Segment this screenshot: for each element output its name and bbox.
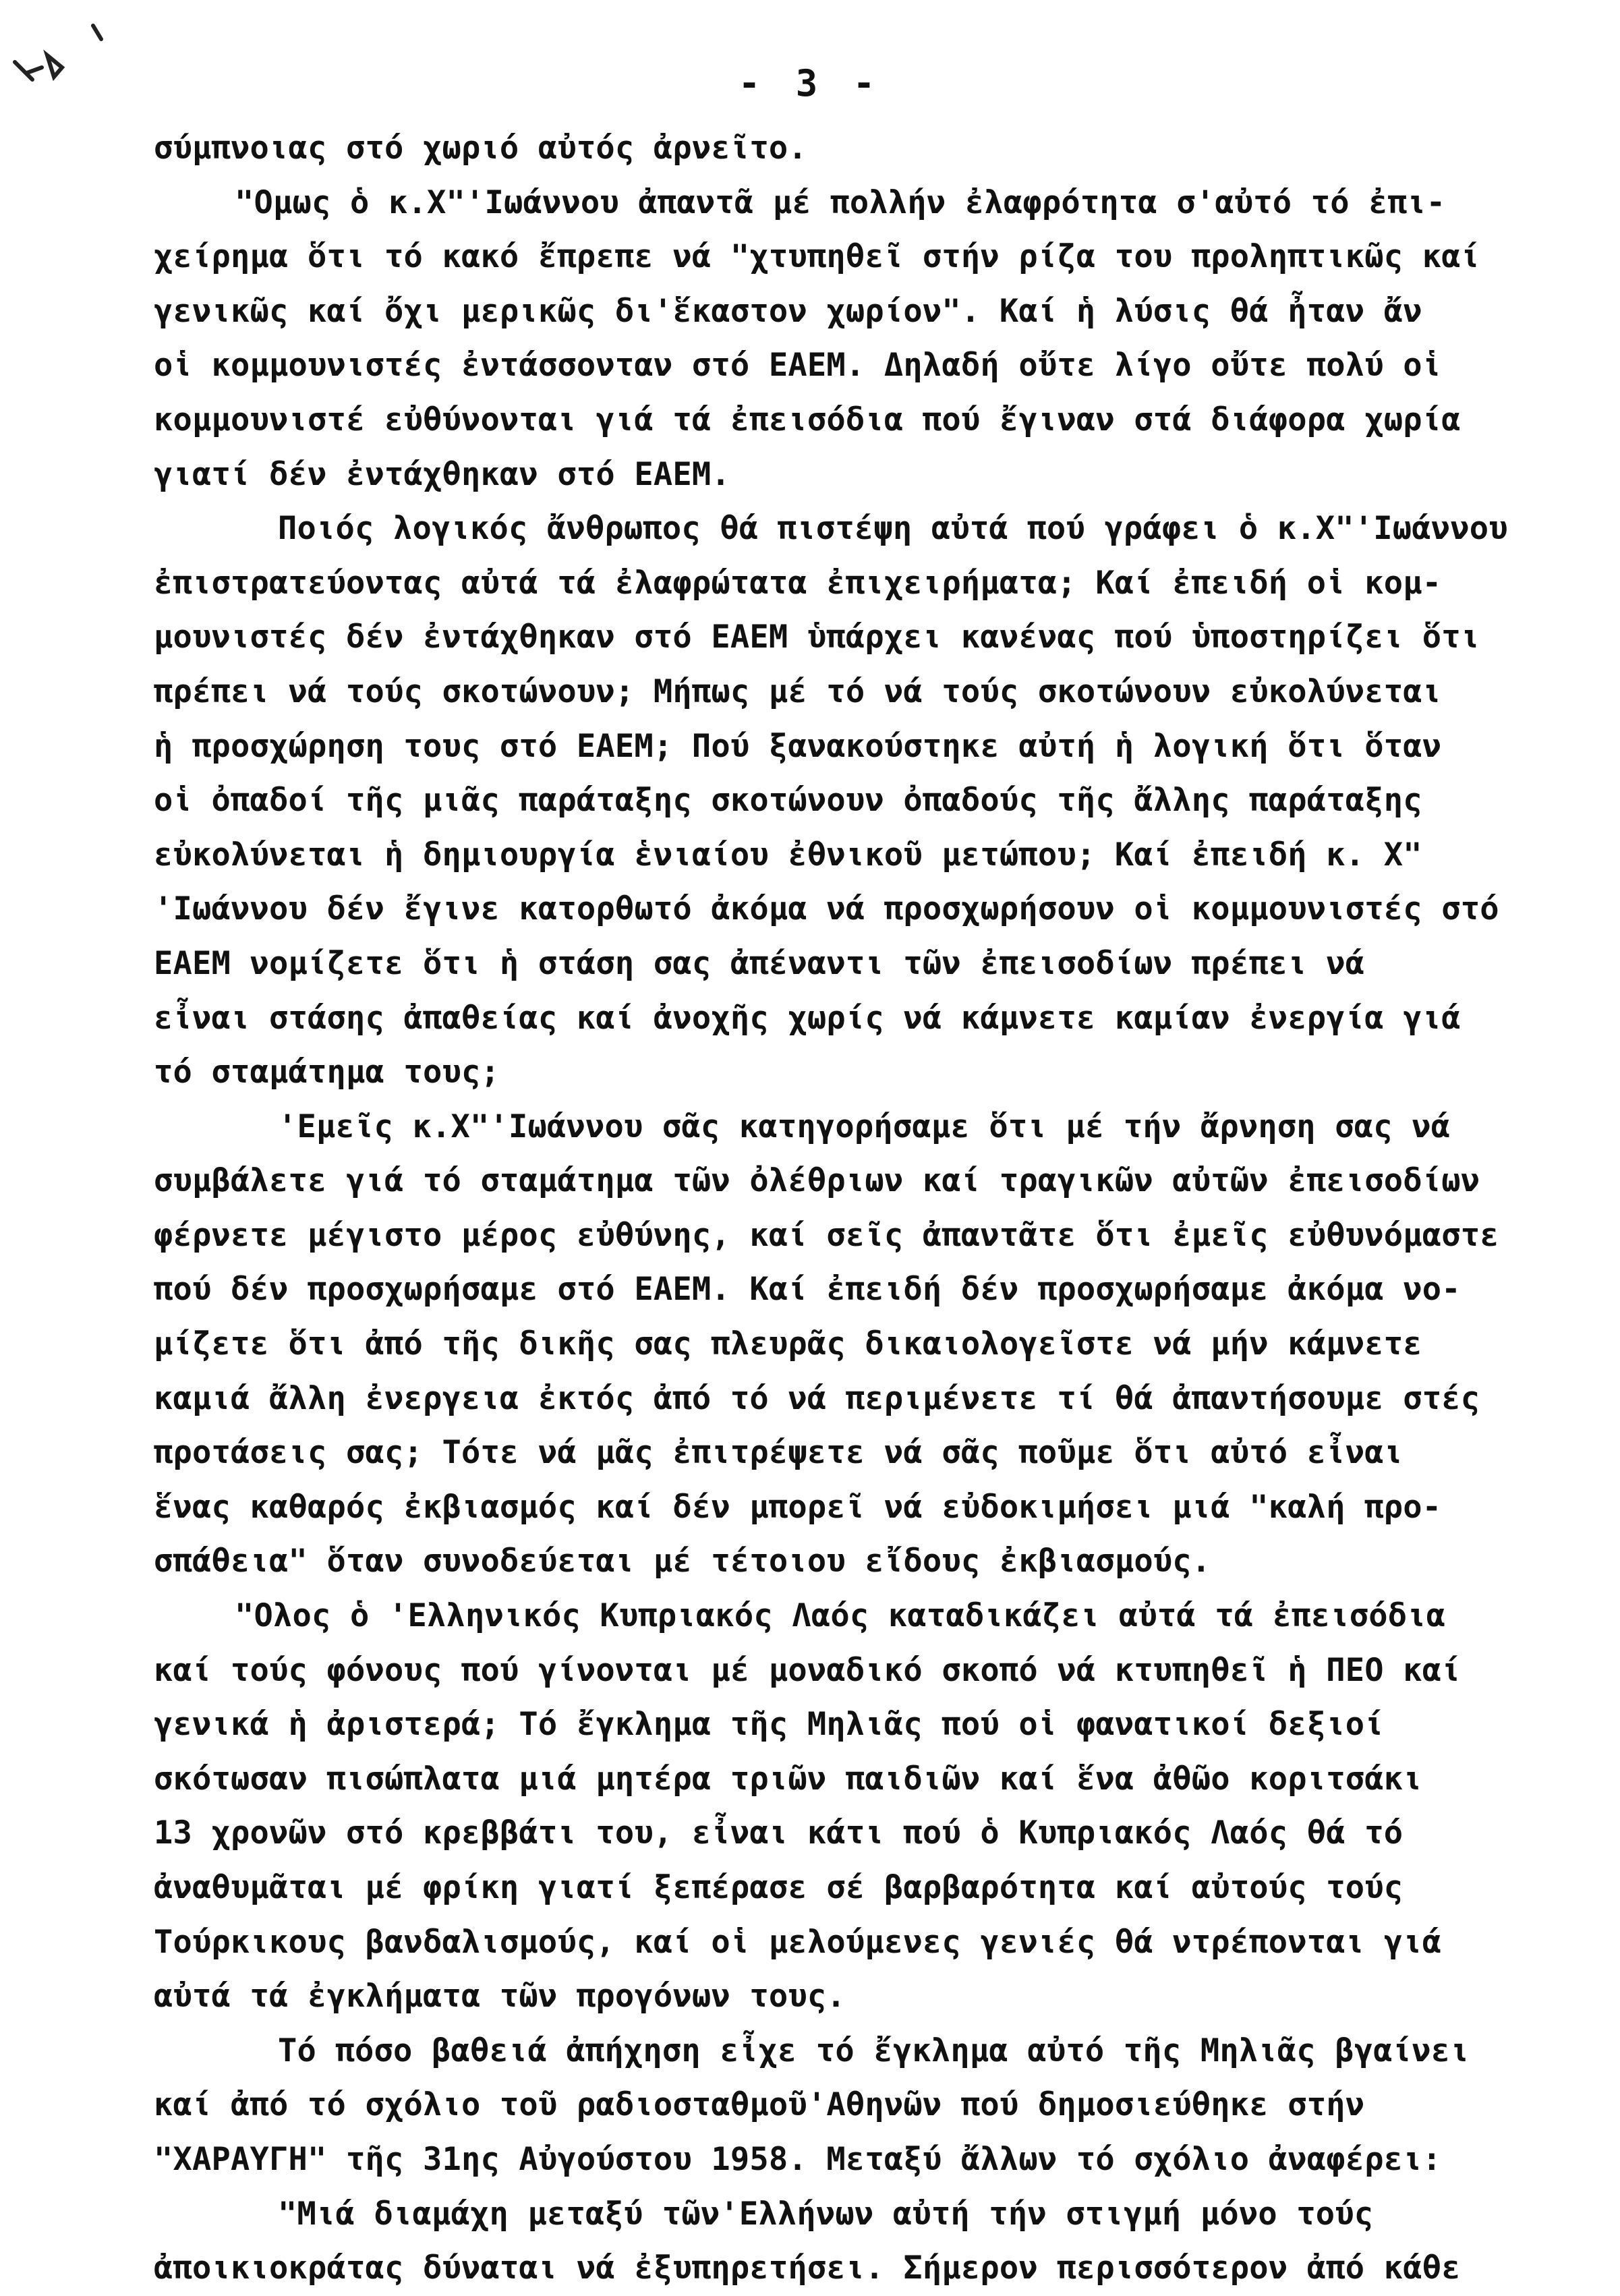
text-line: οἱ ὀπαδοί τῆς μιᾶς παράταξης σκοτώνουν ὀπαδούς τῆς ἄλλης παράταξης <box>154 782 1422 820</box>
text-line: 'Ιωάννου δέν ἔγινε κατορθωτό ἀκόμα νά προσχωρήσουν οἱ κομμουνιστές στό <box>154 890 1499 928</box>
text-line: Τούρκικους βανδαλισμούς, καί οἱ μελούμενες γενιές θά ντρέπονται γιά <box>154 1923 1442 1961</box>
text-line: αὐτά τά ἐγκλήματα τῶν προγόνων τους. <box>154 1978 846 2015</box>
text-line: σκότωσαν πισώπλατα μιά μητέρα τριῶν παιδιῶν καί ἕνα ἀθῶο κοριτσάκι <box>154 1760 1422 1798</box>
text-line: καμιά ἄλλη ἐνεργεια ἐκτός ἀπό τό νά περιμένετε τί θά ἀπαντήσουμε στές <box>154 1379 1480 1417</box>
text-line: μουνιστές δέν ἐντάχθηκαν στό ΕΑΕΜ ὑπάρχει κανένας πού ὑποστηρίζει ὅτι <box>154 619 1480 656</box>
text-line: οἱ κομμουνιστές ἐντάσσονταν στό ΕΑΕΜ. Δηλαδή οὔτε λίγο οὔτε πολύ οἱ <box>154 347 1442 384</box>
text-line: γενικά ἡ ἀριστερά; Τό ἔγκλημα τῆς Μηλιᾶς πού οἱ φανατικοί δεξιοί <box>154 1706 1384 1744</box>
text-line: χείρημα ὅτι τό κακό ἔπρεπε νά "χτυπηθεῖ στήν ρίζα του προληπτικῶς καί <box>154 238 1480 276</box>
text-line: προτάσεις σας; Τότε νά μᾶς ἐπιτρέψετε νά σᾶς ποῦμε ὅτι αὐτό εἶναι <box>154 1434 1404 1472</box>
text-line: ΕΑΕΜ νομίζετε ὅτι ἡ στάση σας ἀπέναντι τῶν ἐπεισοδίων πρέπει νά <box>154 944 1365 982</box>
text-line: "Ολος ὁ 'Ελληνικός Κυπριακός Λαός καταδικάζει αὐτά τά ἐπεισόδια <box>235 1597 1446 1635</box>
text-line: μίζετε ὅτι ἀπό τῆς δικῆς σας πλευρᾶς δικαιολογεῖστε νά μήν κάμνετε <box>154 1325 1422 1363</box>
text-line: κομμουνιστέ εὐθύνονται γιά τά ἐπεισόδια πού ἔγιναν στά διάφορα χωρία <box>154 401 1461 438</box>
text-line: εἶναι στάσης ἀπαθείας καί ἀνοχῆς χωρίς νά κάμνετε καμίαν ἐνεργία γιά <box>154 999 1461 1037</box>
text-line: ἡ προσχώρηση τους στό ΕΑΕΜ; Πού ξανακούστηκε αὐτή ἡ λογική ὅτι ὅταν <box>154 727 1442 765</box>
page-number: - 3 - <box>738 62 882 105</box>
text-line: γιατί δέν ἐντάχθηκαν στό ΕΑΕΜ. <box>154 455 730 493</box>
text-line: Ποιός λογικός ἄνθρωπος θά πιστέψη αὐτά πού γράφει ὁ κ.Χ"'Ιωάννου <box>278 510 1508 548</box>
text-line: ἀναθυμᾶται μέ φρίκη γιατί ξεπέρασε σέ βαρβαρότητα καί αὐτούς τούς <box>154 1869 1404 1906</box>
text-line: "Μιά διαμάχη μεταξύ τῶν'Ελλήνων αὐτή τήν στιγμή μόνο τούς <box>278 2195 1374 2233</box>
text-line: εὐκολύνεται ἡ δημιουργία ἑνιαίου ἐθνικοῦ μετώπου; Καί ἐπειδή κ. Χ" <box>154 836 1422 873</box>
text-line: συμβάλετε γιά τό σταμάτημα τῶν ὀλέθριων καί τραγικῶν αὐτῶν ἐπεισοδίων <box>154 1162 1480 1200</box>
text-line: καί τούς φόνους πού γίνονται μέ μοναδικό σκοπό νά κτυπηθεῖ ἡ ΠΕΟ καί <box>154 1651 1461 1689</box>
text-line: 13 χρονῶν στό κρεββάτι του, εἶναι κάτι πού ὁ Κυπριακός Λαός θά τό <box>154 1814 1404 1852</box>
text-line: σπάθεια" ὅταν συνοδεύεται μέ τέτοιου εἴδους ἐκβιασμούς. <box>154 1543 1211 1580</box>
text-line: "ΧΑΡΑΥΓΗ" τῆς 31ης Αὐγούστου 1958. Μεταξύ ἄλλων τό σχόλιο ἀναφέρει: <box>154 2140 1442 2178</box>
text-line: "Ομως ὁ κ.Χ"'Ιωάννου ἀπαντᾶ μέ πολλήν ἐλαφρότητα σ'αὐτό τό ἐπι- <box>235 183 1446 221</box>
text-line: πρέπει νά τούς σκοτώνουν; Μήπως μέ τό νά τούς σκοτώνουν εὐκολύνεται <box>154 672 1442 710</box>
text-line: Τό πόσο βαθειά ἀπήχηση εἶχε τό ἔγκλημα αὐτό τῆς Μηλιᾶς βγαίνει <box>278 2032 1470 2069</box>
text-line: πού δέν προσχωρήσαμε στό ΕΑΕΜ. Καί ἐπειδή δέν προσχωρήσαμε ἀκόμα νο- <box>154 1271 1461 1309</box>
text-line: καί ἀπό τό σχόλιο τοῦ ραδιοσταθμοῦ'Αθηνῶν πού δημοσιεύθηκε στήν <box>154 2086 1365 2124</box>
text-line: γενικῶς καί ὄχι μερικῶς δι'ἕκαστον χωρίον". Καί ἡ λύσις θά ἦταν ἄν <box>154 292 1422 330</box>
text-line: ἕνας καθαρός ἐκβιασμός καί δέν μπορεῖ νά εὐδοκιμήσει μιά "καλή προ- <box>154 1488 1442 1526</box>
text-line: σύμπνοιας στό χωριό αὐτός ἀρνεῖτο. <box>154 130 807 167</box>
text-line: ἐπιστρατεύοντας αὐτά τά ἐλαφρώτατα ἐπιχειρήματα; Καί ἐπειδή οἱ κομ- <box>154 564 1442 602</box>
text-line: 'Εμεῖς κ.Χ"'Ιωάννου σᾶς κατηγορήσαμε ὅτι μέ τήν ἄρνηση σας νά <box>278 1108 1451 1145</box>
text-line: ἀποικιοκράτας δύναται νά ἐξυπηρετήσει. Σήμερον περισσότερον ἀπό κάθε <box>154 2249 1461 2287</box>
text-line: φέρνετε μέγιστο μέρος εὐθύνης, καί σεῖς ἀπαντᾶτε ὅτι ἐμεῖς εὐθυνόμαστε <box>154 1216 1499 1254</box>
text-line: τό σταμάτημα τους; <box>154 1054 500 1091</box>
body-text <box>154 121 1597 2296</box>
